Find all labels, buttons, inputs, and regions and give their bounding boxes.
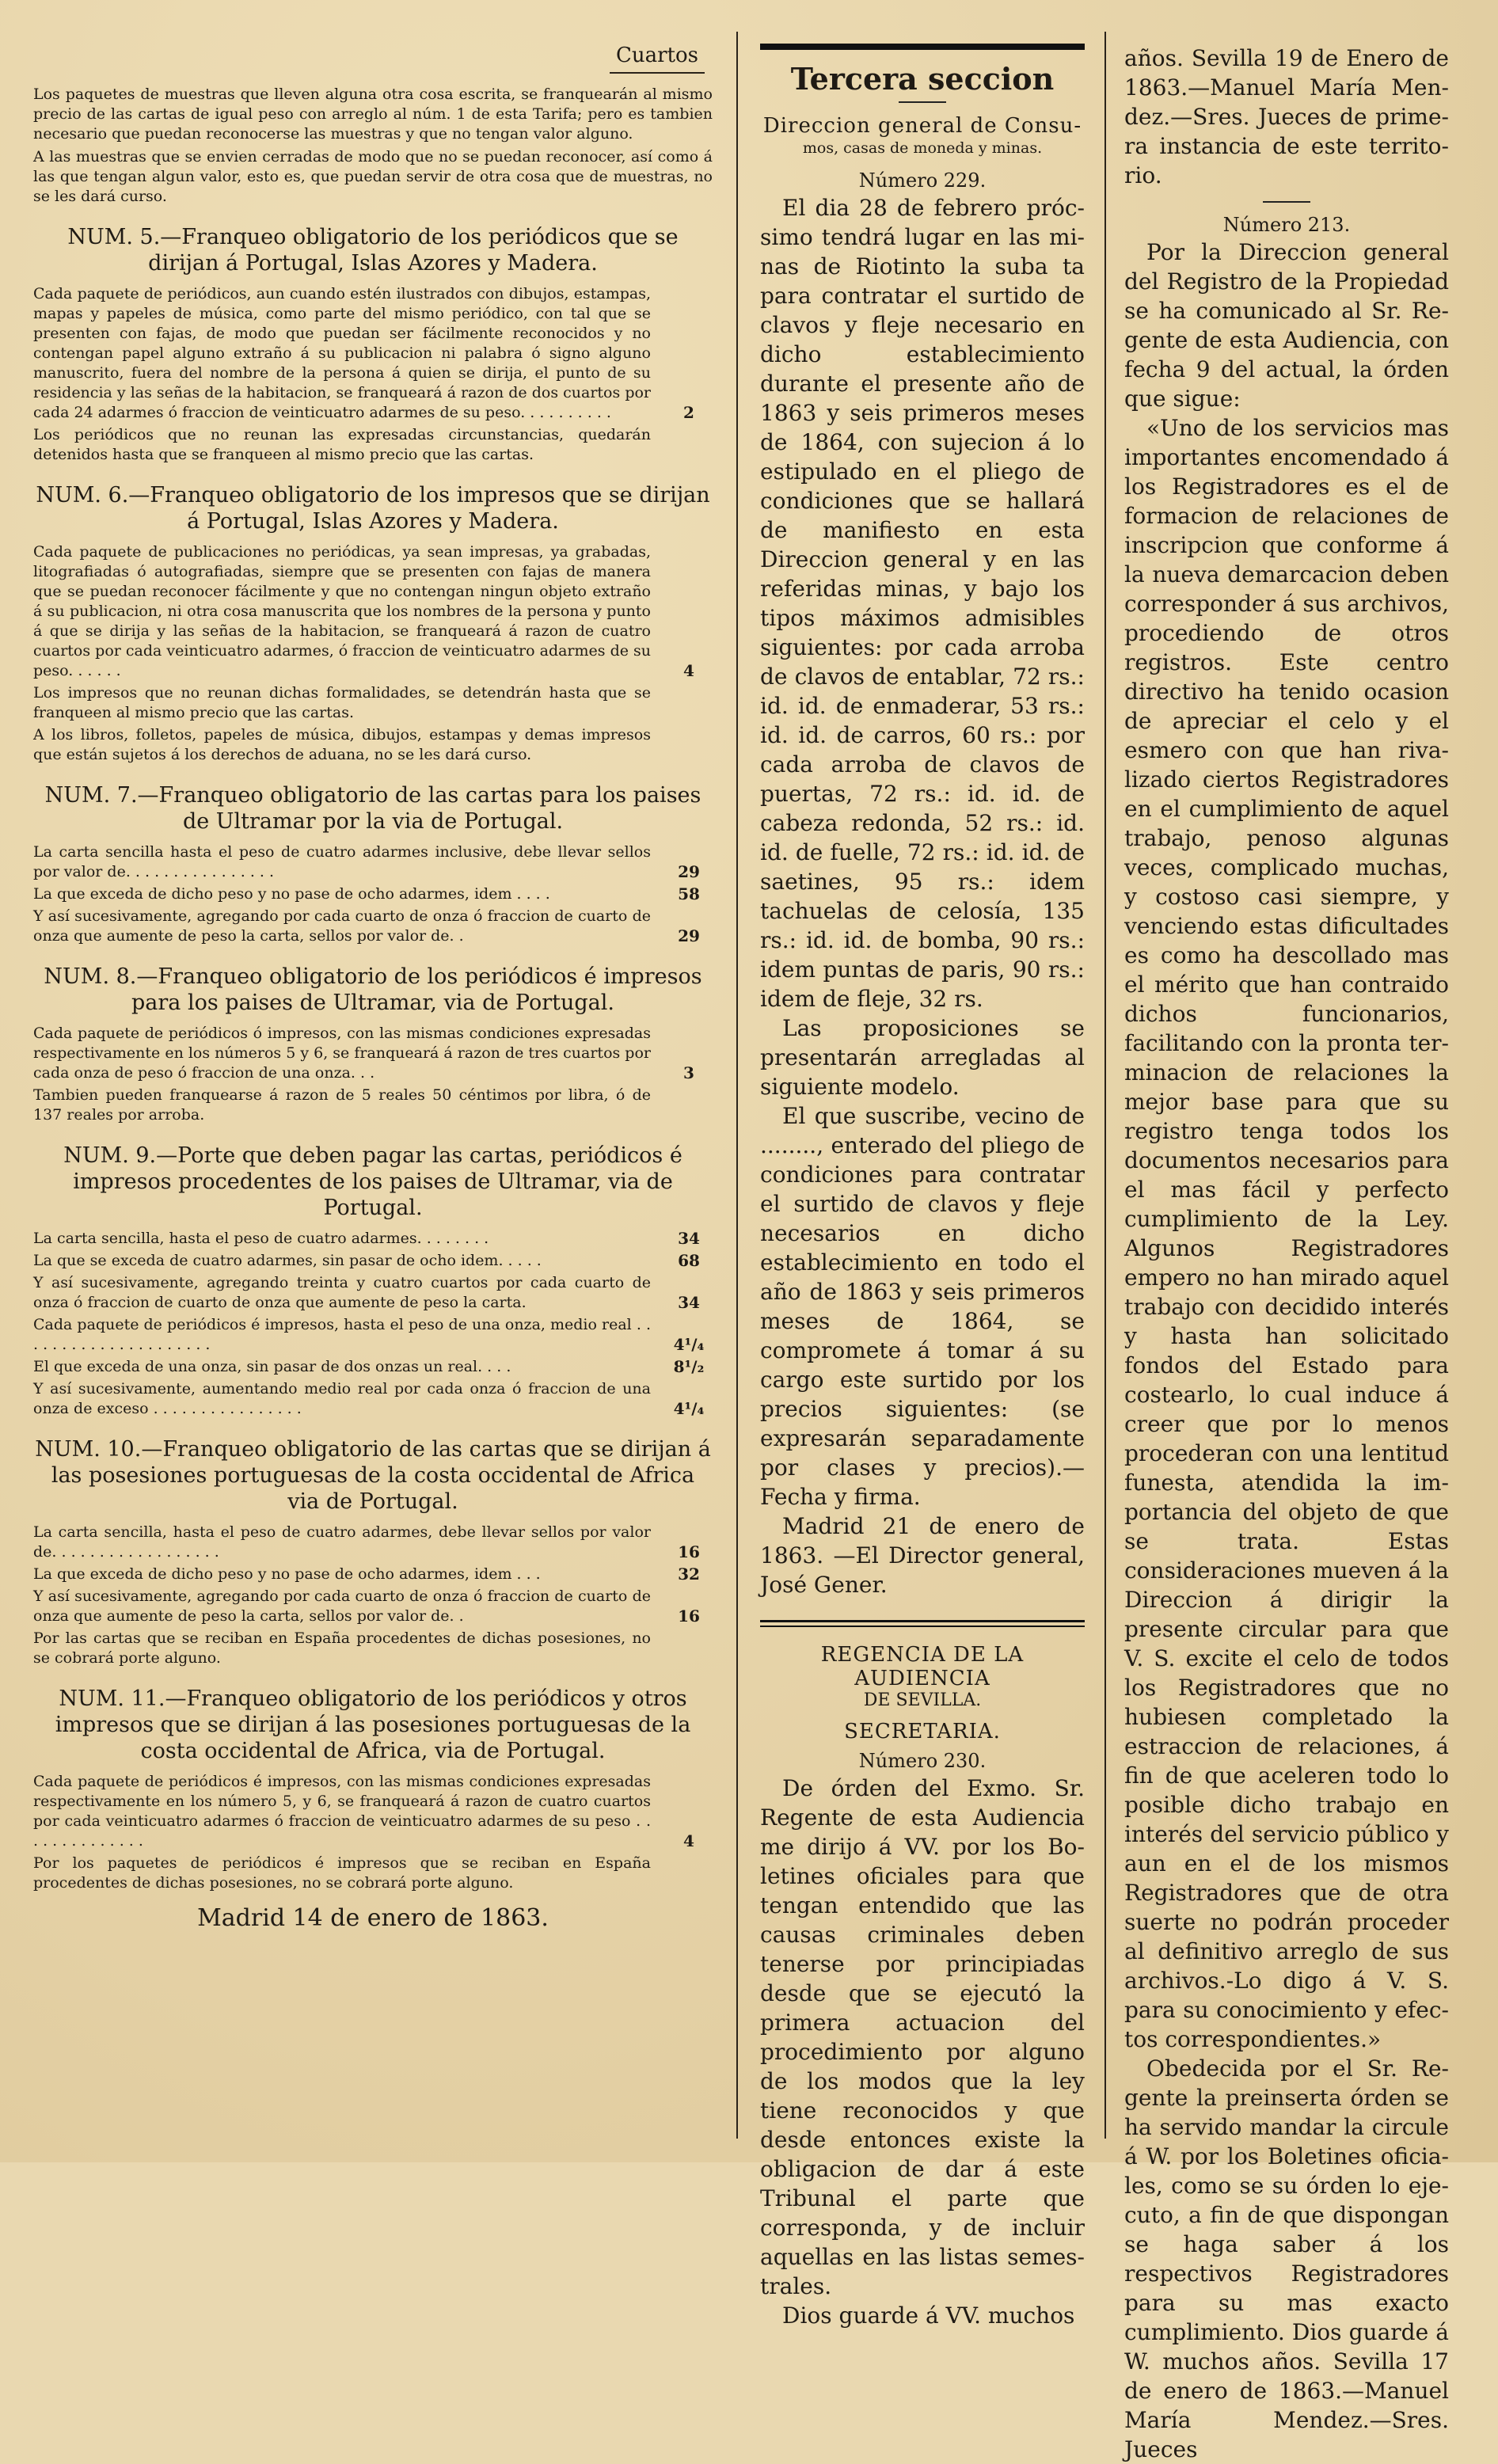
secretaria-label: SECRETARIA. [844,1720,1001,1743]
tariff-row [33,1565,713,1584]
tariff-row-text: La que exceda de dicho peso y no pase de ocho adarmes, idem . . . . [33,885,550,903]
tariff-row-text: Y así sucesivamente, aumentando medio real por cada onza ó fraccion de una onza de exceso . . . . . . . . . . . . . . . . [33,1380,651,1417]
tariff-row-text: A los libros, folletos, papeles de música, dibujos, estampas y demas impresos que están sujetos á los derechos de aduana, no se les dará curso. [33,726,651,763]
tariff-column [33,44,713,2146]
notice-paragraph: Por la Direccion general del Registro de la Propiedad se ha comunicado al Sr. Regente de esta Audiencia, con fecha 9 del actual, la órden que sigue: [1124,239,1449,412]
notice-paragraph: «Uno de los servicios mas importantes encomendado á los Registradores es el de formacion de relaciones de inscripcion que conforme á la nueva demarcacion deben corresponder á sus archivos, procediendo de otros registros. Este centro directivo ha tenido ocasion de apreciar el celo y el esmero con que han rivalizado ciertos Registradores en el cumplimiento de aquel trabajo, penoso algunas veces, complicado muchas, y costoso casi siempre, y venciendo estas dificultades es como ha descollado mas el mérito que han contraido dichos funcionarios, facilitando con la pronta terminacion de relaciones la mejor base para que su registro tenga todos los documentos necesarios para el mas fácil y perfecto cumplimiento de la Ley. Algunos Registradores empero no han mirado aquel trabajo con decidido interés y hasta han solicitado fondos del Estado para costearlo, lo cual induce á creer que por lo menos procederan con una lentitud funesta, atendida la importancia del objeto de que se trata. Estas consideraciones mueven á la Direccion á dirigir la presente circular para que V. S. excite el celo de todos los Registradores que no hubiesen completado la estraccion de relaciones, á fin de que aceleren todo lo posible dicho trabajo en interés del servicio público y aun en el de los mismos Registradores que de otra suerte no podrán proceder al definitivo arreglo de sus archivos.-Lo digo á V. S. para su conocimiento y efectos correspondientes.» [1124,415,1449,2052]
tariff-row-value: 58 [678,884,700,903]
tariff-row [33,425,713,465]
tercera-seccion-column [760,44,1085,2329]
tariff-row [33,1315,713,1355]
tariff-row [33,1086,713,1125]
tariff-row-value: 4¹/₄ [673,1335,705,1354]
tariff-row [33,1357,713,1377]
tariff-section-title: NUM. 5.—Franqueo obligatorio de los periódicos que se dirijan á Portugal, Islas Azores y Madera. [67,225,679,276]
tariff-row [33,1772,713,1851]
tariff-row [33,907,713,946]
notice-paragraph: Dios guarde á VV. muchos [782,2302,1075,2329]
tariff-row [33,1229,713,1249]
tariff-row-text: Por los paquetes de periódicos é impresos que se reciban en España procedentes de dichas posesiones, no se cobrará porte alguno. [33,1854,651,1892]
tariff-row-text: La que exceda de dicho peso y no pase de ocho adarmes, idem . . . [33,1565,541,1583]
tariff-row-value: 34 [678,1229,700,1248]
tariff-row-text: Cada paquete de periódicos é impresos, hasta el peso de una onza, medio real . . . . . . . . . . . . . . . . . . . . . [33,1316,651,1353]
direccion-subtitle: mos, casas de moneda y minas. [802,139,1043,157]
tariff-section-title: NUM. 8.—Franqueo obligatorio de los periódicos é impresos para los paises de Ultramar, via de Portugal. [44,964,702,1015]
tariff-row [33,1251,713,1271]
tariff-row [33,1629,713,1668]
tariff-row-text: Y así sucesivamente, agregando por cada cuarto de onza ó fraccion de cuarto de onza que aumente de peso la carta, sellos por valor de. . [33,1588,651,1625]
tariff-row [33,1379,713,1419]
lead-paragraph: años. Sevilla 19 de Enero de 1863.—Manuel María Mendez.—Sres. Jueces de primera instancia de este territorio. [1124,45,1449,188]
cuartos-header: Cuartos [33,44,705,74]
tariff-row-text: Los impresos que no reunan dichas formalidades, se detendrán hasta que se franqueen al mismo precio que las cartas. [33,684,651,721]
tariff-row-value: 34 [678,1293,700,1312]
tariff-row-text: La carta sencilla, hasta el peso de cuatro adarmes. . . . . . . . [33,1230,489,1247]
tariff-row [33,725,713,765]
regencia-subtitle: DE SEVILLA. [863,1690,982,1710]
notice-number: Número 213. [1222,214,1351,236]
tariff-row-text: Y así sucesivamente, agregando treinta y cuatro cuartos por cada cuarto de onza ó fraccion de cuarto de onza que aumente de peso la carta. [33,1274,651,1311]
tariff-row [33,284,713,423]
tariff-row-value: 2 [683,403,694,422]
top-rule [760,44,1085,50]
tariff-row-text: Por las cartas que se reciban en España procedentes de dichas posesiones, no se cobrará porte alguno. [33,1629,651,1667]
tariff-sections [33,224,713,1893]
tariff-row-value: 29 [678,862,700,881]
tariff-row [33,1523,713,1562]
closing-date: Madrid 14 de enero de 1863. [197,1904,549,1932]
tariff-row-value: 3 [683,1063,694,1082]
tariff-row-value: 32 [678,1565,700,1584]
tariff-row [33,1587,713,1626]
notice-paragraph: El dia 28 de febrero prócsimo tendrá lugar en las minas de Riotinto la suba ta para contratar el surtido de clavos y fleje necesario en dicho establecimiento durante el presente año de 1863 y seis primeros meses de 1864, con sujecion á lo estipulado en el pliego de condiciones que se hallará de manifiesto en esta Direccion general y en las referidas minas, y bajo los tipos máximos admisibles siguientes: por cada arroba de clavos de entablar, 72 rs.: id. id. de enmaderar, 53 rs.: id. id. de carros, 60 rs.: por cada arroba de clavos de puertas, 72 rs.: id. id. de cabeza redonda, 52 rs.: id. id. de fuelle, 72 rs.: id. id. de saetines, 95 rs.: idem tachuelas de celosía, 135 rs.: id. id. de bomba, 90 rs.: idem puntas de paris, 90 rs.: idem de fleje, 32 rs. [760,195,1085,1012]
intro-paragraph: Los paquetes de muestras que lleven alguna otra cosa escrita, se franquearán al mismo precio de las cartas de igual peso con arreglo al núm. 1 de esta Tarifa; pero es tambien necesario que puedan reconocerse las muestras y que no tengan valor alguno. [33,86,713,143]
notice-paragraph: Las proposiciones se presentarán arregladas al siguiente modelo. [760,1015,1085,1100]
tariff-row [33,842,713,882]
notice-paragraph: Madrid 21 de enero de 1863. —El Director general, José Gener. [760,1513,1085,1598]
tariff-section-title: NUM. 6.—Franqueo obligatorio de los impresos que se dirijan á Portugal, Islas Azores y Madera. [36,483,710,534]
short-rule [1263,201,1310,203]
notice-paragraph: El que suscribe, vecino de ........, enterado del pliego de condiciones para contratar el surtido de clavos y fleje necesarios en dicho establecimiento en todo el año de 1863 y seis primeros meses de 1864, se compromete á tomar á su cargo este surtido por los precios siguientes: (se expresarán separadamente por clases y precios).—Fecha y firma. [760,1103,1085,1510]
tariff-section-title: NUM. 7.—Franqueo obligatorio de las cartas para los paises de Ultramar por la via de Portugal. [44,783,701,834]
registro-column [1124,44,1449,2462]
intro-paragraph: A las muestras que se envien cerradas de modo que no se puedan reconocer, así como á las que tengan algun valor, esto es, que puedan servir de otra cosa que de muestras, no se les dará curso. [33,148,713,205]
section-title: Tercera seccion [790,61,1055,97]
tariff-row-value: 4 [683,1831,694,1850]
tariff-row-text: La carta sencilla, hasta el peso de cuatro adarmes, debe llevar sellos por valor de. . . . . . . . . . . . . . . . . . [33,1523,651,1561]
column-divider [736,32,738,2139]
tariff-section-title: NUM. 11.—Franqueo obligatorio de los periódicos y otros impresos que se dirijan á las posesiones portuguesas de la costa occidental de Africa, via de Portugal. [55,1686,691,1763]
notice-number: Número 230. [858,1750,987,1772]
tariff-row-value: 4 [683,661,694,680]
tariff-row [33,1024,713,1083]
tariff-row-text: Cada paquete de periódicos é impresos, con las mismas condiciones expresadas respectivamente en los número 5, y 6, se franqueará á razon de cuatro cuartos por cada veinticuatro adarmes ó fraccion de veinticuatro adarmes de su peso . . . . . . . . . . . . . . [33,1773,651,1850]
tariff-row-text: Cada paquete de publicaciones no periódicas, ya sean impresas, ya grabadas, litografiadas ó autografiadas, siempre que se presenten con fajas de manera que se puedan reconocer fácilmente y que no contengan ningun objeto extraño á su publicacion, ni otra cosa manuscrita que los nombres de la persona y punto á que se dirija y las señas de la habitacion, se franqueará á razon de cuatro cuartos por cada veinticuatro adarmes, ó fraccion de veinticuatro adarmes de su peso. . . . . . [33,543,652,679]
notice-paragraph: De órden del Exmo. Sr. Regente de esta Audiencia me dirijo á VV. por los Boletines oficiales para que tengan entendido que las causas criminales deben tenerse por principiadas desde que se ejecutó la primera actuacion del procedimiento por alguno de los modos que la ley tiene reconocidos y que desde entonces existe la obligacion de dar á este Tribunal el parte que corresponda, y de incluir aquellas en las listas semestrales. [760,1775,1085,2299]
tariff-row-text: Y así sucesivamente, agregando por cada cuarto de onza ó fraccion de cuarto de onza que aumente de peso la carta, sellos por valor de. . [33,907,651,945]
direccion-title: Direccion general de Consu- [762,114,1082,138]
tariff-row-value: 8¹/₂ [673,1357,705,1376]
notice-number: Número 229. [858,169,987,192]
tariff-row [33,683,713,723]
tariff-row-text: El que exceda de una onza, sin pasar de dos onzas un real. . . . [33,1358,511,1375]
tariff-section-title: NUM. 10.—Franqueo obligatorio de las cartas que se dirijan á las posesiones portuguesas de la costa occidental de Africa via de Portugal. [35,1437,711,1514]
tariff-row-value: 16 [678,1542,700,1561]
notice-paragraph: Obedecida por el Sr. Regente la preinserta órden se ha servido mandar la circule á W. por los Boletines oficiales, como se su órden lo ejecuto, a fin de que dispongan se haga saber á los respectivos Registradores para su mas exacto cumplimiento. Dios guarde á W. muchos años. Sevilla 17 de enero de 1863.—Manuel María Mendez.—Sres. Jueces [1124,2055,1449,2462]
tariff-row [33,1854,713,1893]
tariff-row-value: 29 [678,926,700,945]
tariff-row-value: 16 [678,1607,700,1626]
tariff-row-text: Cada paquete de periódicos, aun cuando estén ilustrados con dibujos, estampas, mapas y papeles de música, como parte del mismo periódico, con tal que se presenten con fajas, de modo que puedan ser fácilmente reconocidos y no contengan papel alguno extraño á su publicacion ni palabra ó signo alguno manuscrito, fuera del nombre de la persona á quien se dirija, el punto de su residencia y las señas de la habitacion, se franqueará á razon de dos cuartos por cada 24 adarmes ó fraccion de veinticuatro adarmes de su peso. . . . . . . . . . [33,285,651,421]
short-rule [899,101,946,103]
tariff-row [33,1273,713,1313]
tariff-row [33,542,713,681]
tariff-row [33,884,713,904]
tariff-row-value: 68 [678,1251,700,1270]
tariff-row-text: Los periódicos que no reunan las expresadas circunstancias, quedarán detenidos hasta que se franqueen al mismo precio que las cartas. [33,426,651,463]
regencia-title: REGENCIA DE LA AUDIENCIA [820,1643,1025,1690]
tariff-row-text: La carta sencilla hasta el peso de cuatro adarmes inclusive, debe llevar sellos por valor de. . . . . . . . . . . . . . . . [33,843,651,880]
column-divider [1104,32,1106,2139]
tariff-section-title: NUM. 9.—Porte que deben pagar las cartas, periódicos é impresos procedentes de los paises de Ultramar, via de Portugal. [63,1143,682,1220]
tariff-row-value: 4¹/₄ [673,1399,705,1418]
section-rule [760,1620,1085,1627]
tariff-row-text: Tambien pueden franquearse á razon de 5 reales 50 céntimos por libra, ó de 137 reales por arroba. [33,1086,651,1124]
tariff-row-text: Cada paquete de periódicos ó impresos, con las mismas condiciones expresadas respectivamente en los números 5 y 6, se franqueará á razon de tres cuartos por cada onza de peso ó fraccion de una onza. . . [33,1025,651,1082]
tariff-row-text: La que se exceda de cuatro adarmes, sin pasar de ocho idem. . . . . [33,1252,542,1269]
